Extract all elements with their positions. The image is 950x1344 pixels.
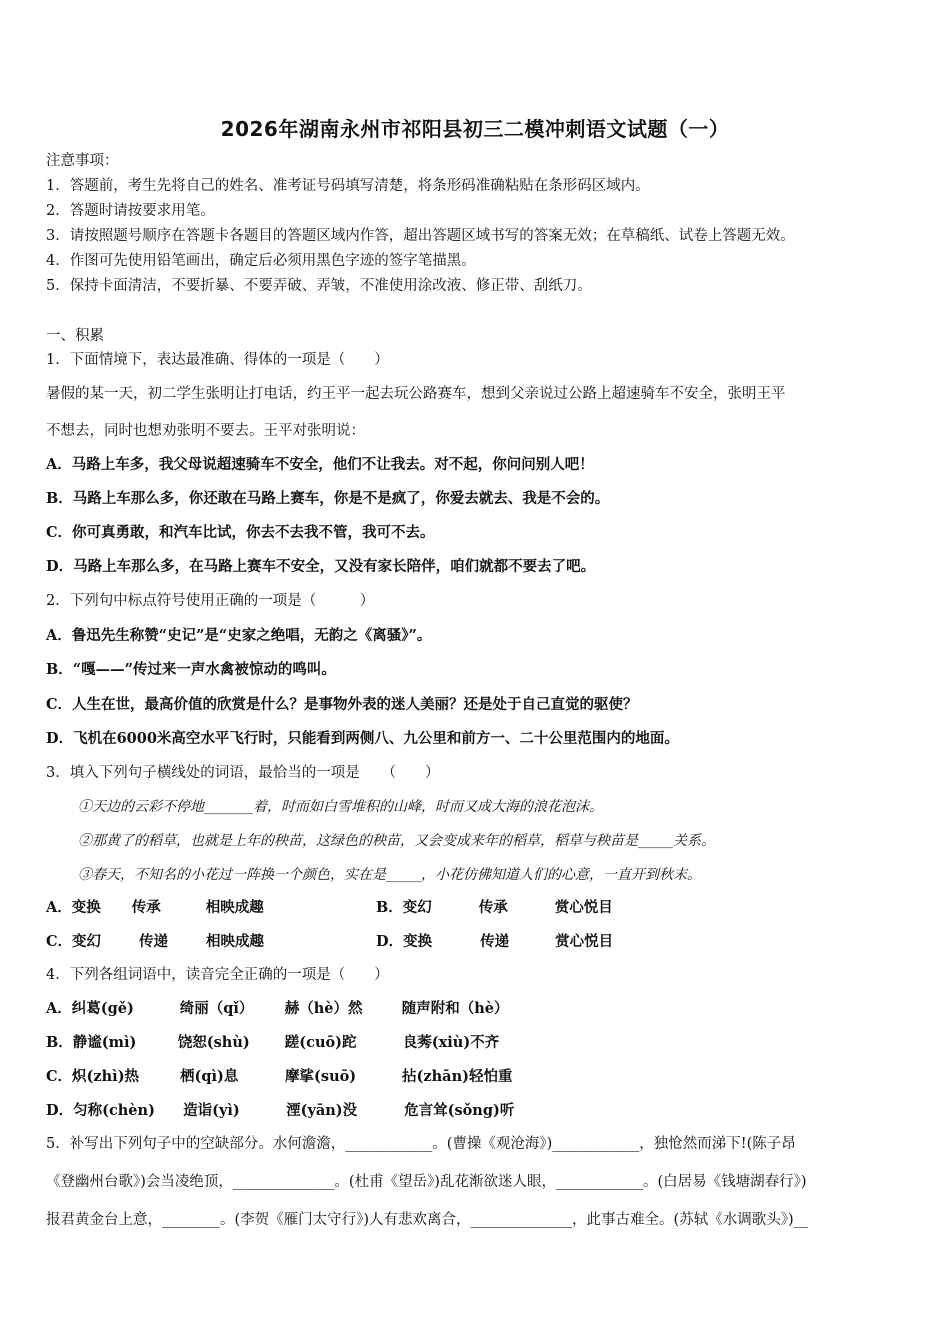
question-1-option-d: D．马路上车那么多，在马路上赛车不安全，又没有家长陪伴，咱们就都不要去了吧。 xyxy=(46,558,596,575)
question-2-option-d: D．飞机在6000米高空水平飞行时，只能看到两侧八、九公里和前方一、二十公里范围内的地面。 xyxy=(46,730,679,747)
question-3-sentence: ②那黄了的稻草，也就是上年的秧苗，这绿色的秧苗，又会变成来年的稻草，稻草与秧苗是_____关系。 xyxy=(78,833,715,849)
option-word: 拈(zhān)轻怕重 xyxy=(402,1068,513,1085)
option-word: 栖(qì)息 xyxy=(180,1068,239,1085)
option-word: 良莠(xiù)不齐 xyxy=(402,1034,500,1051)
option-word: 湮(yān)没 xyxy=(286,1102,358,1119)
option-word: 绮丽（qǐ） xyxy=(179,1000,254,1017)
option-word: 静谧(mì) xyxy=(72,1034,137,1051)
option-label: A． xyxy=(46,899,72,916)
question-4-option-d xyxy=(46,1101,514,1121)
option-word: 变换 xyxy=(403,933,433,950)
option-word: 纠葛(gě) xyxy=(71,1000,134,1017)
question-1-passage: 不想去，同时也想劝张明不要去。王平对张明说： xyxy=(46,423,365,439)
question-5-line: 报君黄金台上意，________。(李贺《雁门太守行》)人有悲欢离合，______________，此事古难全。(苏轼《水调歌头》)__ xyxy=(46,1212,809,1228)
option-word: 赏心悦目 xyxy=(554,899,613,916)
question-1-option-b: B．马路上车那么多，你还敢在马路上赛车，你是不是疯了，你爱去就去、我是不会的。 xyxy=(46,490,610,507)
question-2-option-a: A．鲁迅先生称赞“史记”是“史家之绝唱，无韵之《离骚》”。 xyxy=(46,627,432,644)
option-word: 传承 xyxy=(131,899,161,916)
question-2-option-b: B．“嘎——”传过来一声水禽被惊动的鸣叫。 xyxy=(46,661,336,678)
option-label: A． xyxy=(46,1000,72,1017)
notice-heading: 注意事项： xyxy=(46,153,119,169)
option-word: 蹉(cuō)跎 xyxy=(284,1034,357,1051)
question-5-line: 5．补写出下列句子中的空缺部分。水何澹澹，____________。(曹操《观沧海》)____________，独怆然而涕下!(陈子昂 xyxy=(46,1136,796,1152)
option-word: 传递 xyxy=(139,933,169,950)
notice-item: 4．作图可先使用铅笔画出，确定后必须用黑色字迹的签字笔描黑。 xyxy=(46,253,476,269)
question-3-option-b xyxy=(376,898,613,918)
section-heading: 一、积累 xyxy=(46,328,104,344)
question-2-option-c: C．人生在世，最高价值的欣赏是什么？是事物外表的迷人美丽？还是处于自己直觉的驱使？ xyxy=(46,696,638,713)
option-word: 造诣(yì) xyxy=(183,1102,240,1119)
question-3-option-a xyxy=(46,898,264,918)
option-word: 传递 xyxy=(480,933,510,950)
question-3-sentence: ③春天，不知名的小花过一阵换一个颜色，实在是_____，小花仿佛知道人们的心意，一直开到秋末。 xyxy=(78,867,701,883)
option-label: B． xyxy=(46,1034,73,1051)
option-word: 赫（hè）然 xyxy=(284,1000,363,1017)
option-word: 匀称(chèn) xyxy=(73,1102,155,1119)
question-5-line: 《登幽州台歌》)会当凌绝顶，______________。(杜甫《望岳》)乱花渐欲迷人眼，____________。(白居易《钱塘湖春行》) xyxy=(46,1174,807,1190)
option-word: 炽(zhì)热 xyxy=(72,1068,140,1085)
option-word: 变幻 xyxy=(402,899,432,916)
option-label: D． xyxy=(376,933,404,950)
question-4-stem: 4．下列各组词语中，读音完全正确的一项是（ ） xyxy=(46,967,389,983)
question-3-sentence: ①天边的云彩不停地_______着，时而如白雪堆积的山峰，时而又成大海的浪花泡沫。 xyxy=(78,799,603,815)
option-word: 随声附和（hè） xyxy=(401,1000,509,1017)
option-word: 变换 xyxy=(71,899,101,916)
option-label: C． xyxy=(46,933,73,950)
option-word: 赏心悦目 xyxy=(555,933,614,950)
question-2-stem: 2．下列句中标点符号使用正确的一项是（ ） xyxy=(46,593,375,609)
option-word: 传承 xyxy=(478,899,508,916)
question-3-option-c xyxy=(46,932,264,952)
notice-item: 1．答题前，考生先将自己的姓名、准考证号码填写清楚，将条形码准确粘贴在条形码区域内。 xyxy=(46,178,650,194)
question-4-option-c xyxy=(46,1067,512,1087)
question-4-option-b xyxy=(46,1033,499,1053)
question-3-option-d xyxy=(376,932,613,952)
option-label: B． xyxy=(376,899,403,916)
notice-item: 5．保持卡面清洁，不要折暴、不要弄破、弄皱，不准使用涂改液、修正带、刮纸刀。 xyxy=(46,278,592,294)
question-1-stem: 1．下面情境下，表达最准确、得体的一项是（ ） xyxy=(46,352,389,368)
option-word: 相映成趣 xyxy=(206,933,265,950)
option-word: 饶恕(shù) xyxy=(177,1034,250,1051)
option-word: 摩挲(suō) xyxy=(285,1068,357,1085)
question-3-stem: 3．填入下列句子横线处的词语，最恰当的一项是 （ ） xyxy=(46,765,440,781)
option-label: D． xyxy=(46,1102,74,1119)
notice-item: 2．答题时请按要求用笔。 xyxy=(46,203,215,219)
option-word: 变幻 xyxy=(72,933,102,950)
question-1-passage: 暑假的某一天，初二学生张明让打电话，约王平一起去玩公路赛车，想到父亲说过公路上超速骑车不安全，张明王平 xyxy=(46,386,786,402)
question-4-option-a xyxy=(46,999,509,1019)
notice-item: 3．请按照题号顺序在答题卡各题目的答题区域内作答，超出答题区域书写的答案无效；在草稿纸、试卷上答题无效。 xyxy=(46,228,795,244)
page-title: 2026年湖南永州市祁阳县初三二模冲刺语文试题（一） xyxy=(220,117,730,141)
option-label: C． xyxy=(46,1068,73,1085)
question-1-option-c: C．你可真勇敢，和汽车比试，你去不去我不管，我可不去。 xyxy=(46,524,435,541)
option-word: 相映成趣 xyxy=(205,899,264,916)
question-1-option-a: A．马路上车多，我父母说超速骑车不安全，他们不让我去。对不起，你问问别人吧！ xyxy=(46,456,594,473)
option-word: 危言耸(sǒng)听 xyxy=(404,1102,515,1119)
